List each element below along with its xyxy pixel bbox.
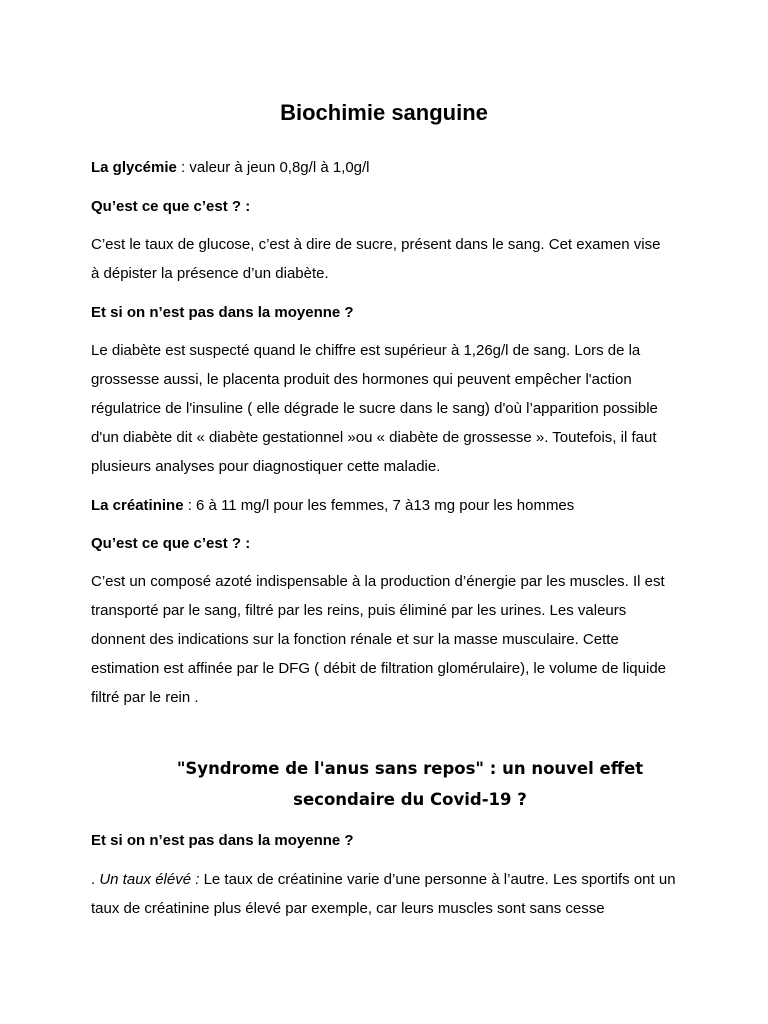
creatinine-high-text — [91, 865, 681, 923]
glycemie-value: : valeur à jeun 0,8g/l à 1,0g/l — [176, 159, 370, 176]
question-what-is-it-1: Qu’est ce que c’est ? : — [91, 198, 251, 215]
creatinine-value: : 6 à 11 mg/l pour les femmes, 7 à13 mg pour les hommes — [183, 497, 575, 514]
glycemie-out-of-range-text: Le diabète est suspecté quand le chiffre est supérieur à 1,26g/l de sang. Lors de la grossesse aussi, le placenta produit des hormones qui peuvent empêcher l'action régulatrice de l'insuline ( elle dégrade le sucre dans le sang) d'où l’apparition possible d'un diabète dit « diabète gestationnel »ou « diabète de grossesse ». Toutefois, il faut plusieurs analyses pour diagnostiquer cette maladie. — [91, 342, 658, 475]
question-what-is-it-2: Qu’est ce que c’est ? : — [91, 535, 251, 552]
article-heading: "Syndrome de l'anus sans repos" : un nouvel effet secondaire du Covid-19 ? — [176, 759, 644, 809]
glycemie-line — [91, 153, 691, 182]
glycemie-label: La glycémie — [91, 159, 177, 176]
document-title: Biochimie sanguine — [280, 100, 488, 125]
question-out-of-range-1: Et si on n’est pas dans la moyenne ? — [91, 304, 354, 321]
bullet-prefix: . — [91, 871, 100, 888]
creatinine-label: La créatinine — [91, 497, 184, 514]
glycemie-definition: C’est le taux de glucose, c’est à dire de sucre, présent dans le sang. Cet examen vise à dépister la présence d’un diabète. — [91, 236, 661, 282]
question-out-of-range-2: Et si on n’est pas dans la moyenne ? — [91, 832, 354, 849]
creatinine-line — [91, 491, 691, 520]
creatinine-definition: C’est un composé azoté indispensable à la production d’énergie par les muscles. Il est transporté par le sang, filtré par les reins, puis éliminé par les urines. Les valeurs donnent des indications sur la fonction rénale et sur la masse musculaire. Cette estimation est affinée par le DFG ( débit de filtration glomérulaire), le volume de liquide filtré par le rein . — [91, 573, 667, 706]
high-rate-text: Le taux de créatinine varie d’une personne à l’autre. Les sportifs ont un taux de créatinine plus élevé par exemple, car leurs muscles sont sans cesse — [91, 871, 676, 917]
high-rate-label: Un taux élévé : — [99, 871, 200, 888]
